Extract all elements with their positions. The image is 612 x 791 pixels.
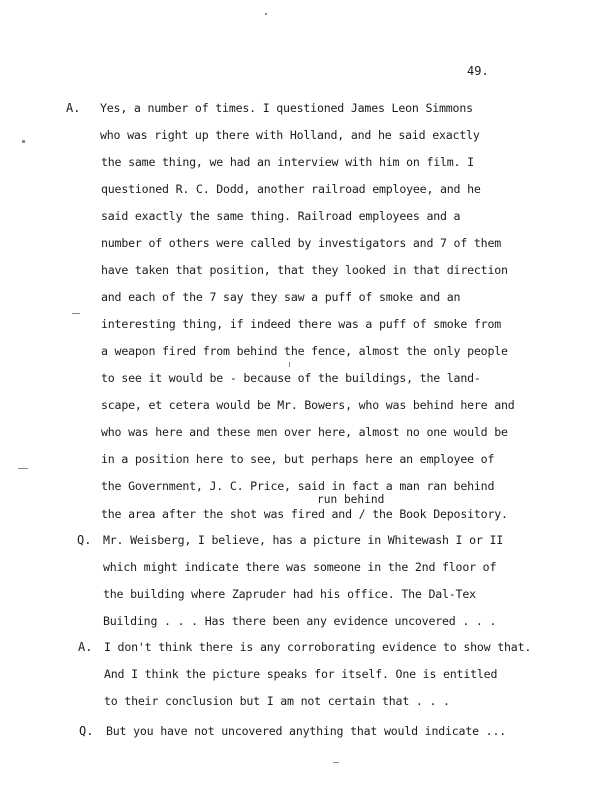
transcript-line: who was right up there with Holland, and he said exactly bbox=[100, 128, 480, 142]
page-number: 49. bbox=[467, 64, 489, 78]
margin-mark bbox=[18, 468, 28, 469]
transcript-line: which might indicate there was someone in the 2nd floor of bbox=[103, 560, 497, 574]
transcript-line: And I think the picture speaks for itself. One is entitled bbox=[104, 667, 498, 681]
transcript-line: said exactly the same thing. Railroad employees and a bbox=[101, 209, 461, 223]
transcript-line: I don't think there is any corroborating evidence to show that. bbox=[104, 640, 532, 654]
transcript-line: the building where Zapruder had his office. The Dal-Tex bbox=[103, 587, 476, 601]
transcript-line: a weapon fired from behind the fence, almost the only people bbox=[101, 344, 508, 358]
transcript-line: But you have not uncovered anything that would indicate ... bbox=[106, 724, 507, 738]
margin-mark bbox=[72, 313, 80, 314]
speaker-label-question: Q. bbox=[77, 533, 92, 547]
scan-speck bbox=[333, 762, 339, 763]
transcript-line: Mr. Weisberg, I believe, has a picture in Whitewash I or II bbox=[103, 533, 504, 547]
scan-speck bbox=[289, 362, 290, 367]
transcript-line: have taken that position, that they looked in that direction bbox=[101, 263, 508, 277]
transcript-line: to their conclusion but I am not certain that . . . bbox=[104, 694, 450, 708]
margin-mark bbox=[22, 140, 25, 143]
transcript-line: Building . . . Has there been any evidence uncovered . . . bbox=[103, 614, 497, 628]
transcript-line: in a position here to see, but perhaps here an employee of bbox=[101, 452, 495, 466]
transcript-line: interesting thing, if indeed there was a puff of smoke from bbox=[101, 317, 502, 331]
transcript-line: who was here and these men over here, almost no one would be bbox=[101, 425, 508, 439]
speaker-label-answer: A. bbox=[66, 101, 81, 115]
handwritten-insertion: run behind bbox=[317, 493, 385, 506]
transcript-line: questioned R. C. Dodd, another railroad employee, and he bbox=[101, 182, 481, 196]
transcript-line: the area after the shot was fired and / the Book Depository. bbox=[101, 507, 508, 521]
transcript-line: the same thing, we had an interview with him on film. I bbox=[101, 155, 474, 169]
speaker-label-answer: A. bbox=[78, 640, 93, 654]
transcript-line: the Government, J. C. Price, said in fact a man ran behind bbox=[101, 479, 495, 493]
transcript-line: scape, et cetera would be Mr. Bowers, who was behind here and bbox=[101, 398, 515, 412]
transcript-line: and each of the 7 say they saw a puff of smoke and an bbox=[101, 290, 461, 304]
scan-speck bbox=[265, 13, 267, 15]
transcript-line: number of others were called by investigators and 7 of them bbox=[101, 236, 502, 250]
transcript-line: Yes, a number of times. I questioned James Leon Simmons bbox=[100, 101, 473, 115]
speaker-label-question: Q. bbox=[79, 724, 94, 738]
transcript-line: to see it would be - because of the buildings, the land- bbox=[101, 371, 481, 385]
